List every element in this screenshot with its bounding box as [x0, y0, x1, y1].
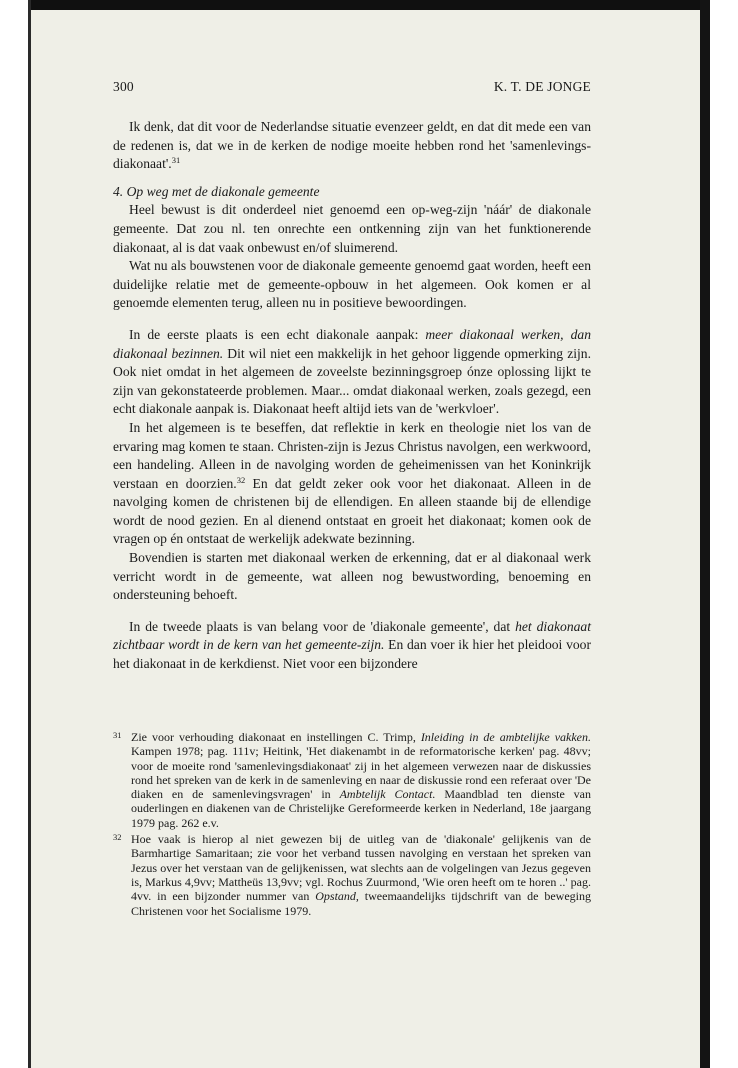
paragraph: Heel bewust is dit onderdeel niet genoemd een op-weg-zijn 'náár' de diakonale gemeente. Dat zou nl. ten onrechte een ontkenning zijn van het funktionerende diakonaat, al is dat vaak onbewust en/of sluimerend.	[113, 202, 591, 255]
paragraph: Ik denk, dat dit voor de Nederlandse situatie evenzeer geldt, en dat dit mede een van de redenen is, dat we in de kerken de nodige moeite hebben rond het 'samenlevings-diakonaat'.$^{31}$	[113, 119, 591, 172]
section-heading: 4. Op weg met de diakonale gemeente	[113, 183, 320, 199]
footnote-31: 31 Zie voor verhouding diakonaat en instellingen C. Trimp, Inleiding in de ambtelijke vakken. Kampen 1978; pag. 111v; Heitink, 'Het diakenambt in de reformatorische kerken' pag. 48vv; voor de moeite rond 'samenlevingsdiakonaat' zij in het algemeen verwezen naar de diskussies rond het spreken van de kerk in de samenleving en naar de diskussie rond een referaat over 'De diaken en de samenlevingsvragen' in Ambtelijk Contact. Maandblad ten dienste van ouderlingen en diakenen van de Christelijke Gereformeerde kerken in Nederland, 18e jaargang 1979 pag. 262 e.v.	[113, 730, 592, 830]
running-head: K. T. DE JONGE	[493, 79, 591, 94]
footnote-32: 32 Hoe vaak is hierop al niet gewezen bij de uitleg van de 'diakonale' gelijkenis van de Barmhartige Samaritaan; zie voor het verband tussen navolging en verstaan het spreken van Jezus over het verstaan van de gelijkenissen, wat slechts aan de volgelingen van Jezus gegeven is, Markus 4,9vv; Mattheüs 13,9vv; vgl. Rochus Zuurmond, 'Wie oren heeft om te horen ..' pag. 4vv. in een bijzonder nummer van Opstand, tweemaandelijks tijdschrift van de beweging Christenen voor het Socialisme 1979.	[113, 832, 591, 918]
paragraph: In de eerste plaats is een echt diakonale aanpak: meer diakonaal werken, dan diakonaal bezinnen. Dit wil niet een makkelijk in het gehoor liggende opmerking zijn. Ook niet omdat in het algemeen de zoveelste bezinningsgroep ónze oplossing lijkt te zijn van gekonstateerde problemen. Maar... omdat diakonaal werken, zoals gezegd, een echt diakonale aanpak is. Diakonaat heeft altijd iets van de 'werkvloer'.	[113, 326, 591, 417]
paragraph: In de tweede plaats is van belang voor de 'diakonale gemeente', dat het diakonaat zichtbaar wordt in de kern van het gemeente-zijn. En dan voer ik hier het pleidooi voor het diakonaat in de kerkdienst. Niet voor een bijzondere	[113, 618, 592, 672]
footnote-ref: 31	[171, 155, 181, 166]
footnote-mark: 31	[113, 730, 122, 740]
body-text	[113, 118, 591, 674]
emphasis: het diakonaat zichtbaar wordt in de kern van het gemeente-zijn.	[113, 618, 592, 653]
scan-edge-top	[28, 0, 710, 10]
footnote-ref: 32	[236, 474, 246, 485]
page-number: 300	[113, 79, 134, 94]
footnote-mark: 32	[113, 832, 122, 843]
page-header	[113, 79, 591, 99]
scan-edge-right	[700, 0, 710, 1068]
paragraph: Bovendien is starten met diakonaal werken de erkenning, dat er al diakonaal werk verricht wordt in de gemeente, wat alleen nog bewustwording, benoeming en ondersteuning behoeft.	[113, 550, 591, 603]
footnotes	[113, 730, 591, 920]
paragraph: In het algemeen is te beseffen, dat reflektie in kerk en theologie niet los van de ervaring mag komen te staan. Christen-zijn is Jezus Christus navolgen, een werkwoord, een handeling. Alleen in de navolging worden de geheimenissen van het Koninkrijk verstaan en doorzien.$^{32}$ En dat geldt zeker ook voor het diakonaat. Alleen in de navolging komen de christenen bij de ellendigen. En alleen staande bij de ellendige wordt de nood gezien. En al dienend ontstaat en groeit het diakonaat; komen ook de vragen op én ontstaat de werkelijk adekwate bezinning.	[113, 419, 591, 547]
emphasis: meer diakonaal werken, dan diakonaal bezinnen.	[113, 326, 591, 361]
paragraph: Wat nu als bouwstenen voor de diakonale gemeente genoemd gaat worden, heeft een duidelijke relatie met de gemeente-opbouw in het algemeen. Ook komen er al genoemde elementen terug, alleen nu in positieve bewoordingen.	[113, 258, 591, 311]
